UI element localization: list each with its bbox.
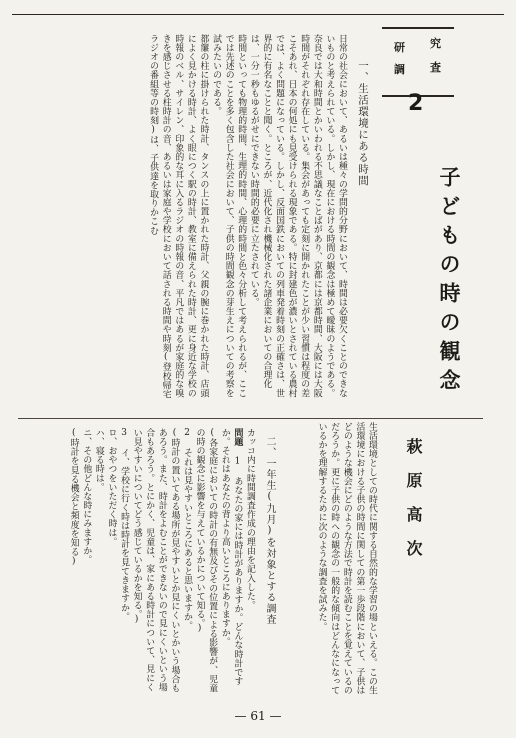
q3-sub-d: ニ、その他どんな時にみますか。: [81, 428, 92, 565]
page-number: — 61 —: [234, 709, 282, 723]
q3-sub-b: ロ、おやつをいただく時は。: [106, 428, 117, 547]
section2-intro: 生活環境としての時代に関する自然的な学習の場といえる。この生活環境における子供の時間に関しての第一歩段階において、子供はどのような機会にどのような方法で時計を読むことを覚えているのだろうか。更に子供の時への観念の一般的な傾向はどんなになっているかを理解するために次のような調査を試みた。: [316, 422, 377, 695]
section2-questions: [20, 428, 256, 698]
section1-body: [30, 34, 348, 406]
section2-heading: 二、一年生(九月)を対象とする調査: [264, 436, 275, 625]
badge-char-2: 研: [394, 41, 405, 54]
badge-number: 2: [408, 91, 424, 116]
section1-paragraph-3: 都簾の柱に掛けられた時計、タンスの上に置かれた時計、父親の腕に巻かれた時計、店頭によく見かける時計、よく眼につく駅の時計、教室に備えられた時計、更に身近な学校の時報のベル、サイレン、印象的な耳に入るラジオの時報の音、平凡ではあるが家庭的な嗅きを感じさせる柱時計の音、あるいは家庭や学校において話される時間や時刻(登校帰宅ラジオの番組等の時刻)は、子供達を取りかこむ: [148, 34, 209, 399]
q3-text: イ、学校に行く時は時計を見てきますか。: [119, 448, 130, 622]
q2-note: (時計の置いてある場所が見やすいとか見にくいとかいう場合もあろう。また、時計をよむことができないので見にくいという場合もあろう。とにかく、児童は、家にある時計について、見にくい見やすいについてどう感じているかを知る。): [131, 428, 180, 693]
section1-paragraph-1: 日常の社会において、あるいは種々の学問的分野において、時間は必要欠くことのできないものと考えられている。しかし、現在における時間の観念は極めて曖昧のようである。奈良では大和時間とかいわれる不思議なことばがあり、京都には京都時間、大阪には大阪時間がそれぞれ存在している。集会があっても定刻に開かれたことが少い習慣は程度の差こそあれ、日本の何処にも見受けられる現象である。特に封建色が濃いとされている農村では、よく問題になっている。しかし、反面国鉄においての列車発着時刻の正確さは、世界的に有名なことと聞く。ところが、近代化され機械化された諸企業においての合理化は、一分一秒もゆるがせにできない時間的必要に立たされている。: [248, 34, 347, 398]
column-divider: [18, 418, 483, 419]
q3-note: (時計を見る機会と頻度を知る): [68, 428, 79, 567]
q2-number: 2: [182, 428, 193, 439]
column-badge: [382, 27, 454, 97]
badge-char-1: 究: [430, 37, 441, 50]
section1-heading: 一、生活環境にある時間: [357, 60, 369, 187]
problems-label: 問題: [232, 428, 243, 447]
badge-char-3: 査: [430, 61, 441, 74]
q3-sub-c: ハ、寝る時は。: [93, 428, 104, 492]
q2-text: それは見やすいところにあると思いますか。: [182, 448, 193, 631]
article-author: 萩原高次: [404, 438, 423, 574]
section1-paragraph-2: 時間といっても物理的時間、生理的時間、心理的時間と色々分析して考えられるが、ここでは先述のことを多く包含した社会において、子供の時間観念の芽生えについての考察を試みたいのである。: [211, 34, 247, 398]
top-rule: [12, 14, 504, 15]
article-title: 子どもの時の観念: [437, 166, 462, 398]
q1-note: (各家庭においての時計の有無及びその位置による影響が、児童の時の観念に影響を与えているかについて知る。): [194, 428, 218, 693]
q1-text: あなたの家には時計がありますか。どんな時計ですか。それはあなたの背より高いところにありますか。: [219, 428, 243, 686]
badge-char-4: 調: [394, 63, 405, 76]
q3-number: 3: [119, 428, 130, 439]
q1-number: 1: [232, 456, 243, 467]
question-intro: カッコ内に時間調査作成の理由を記入した。: [245, 428, 255, 610]
